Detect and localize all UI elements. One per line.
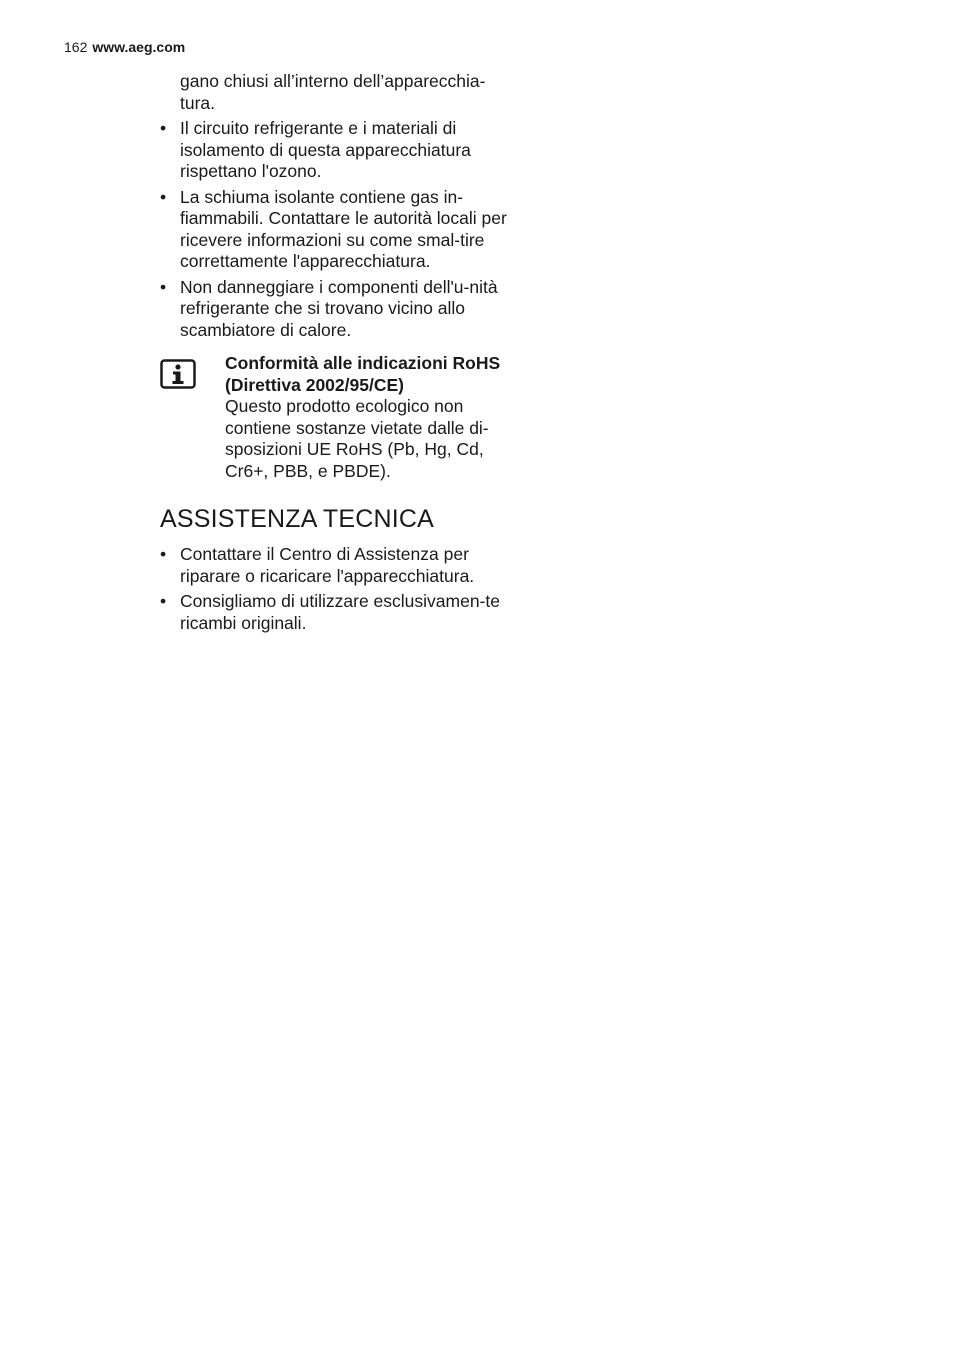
continued-paragraph: gano chiusi all’interno dell’apparecchia-tura. — [180, 71, 486, 113]
list-item — [160, 591, 520, 634]
list-item-text: Non danneggiare i componenti dell'u-nità refrigerante che si trovano vicino allo scambiatore di calore. — [180, 276, 498, 340]
info-icon — [160, 359, 196, 389]
list-item — [160, 277, 520, 342]
bullet-marker: • — [160, 591, 167, 611]
environment-bullet-list — [160, 118, 520, 341]
list-item — [160, 544, 520, 587]
content-column — [160, 71, 520, 634]
bullet-marker: • — [160, 544, 167, 564]
list-item-text: Consigliamo di utilizzare esclusivamen-te ricambi originali. — [180, 591, 500, 633]
service-bullet-list — [160, 544, 520, 634]
page-header — [64, 38, 185, 56]
list-item — [160, 118, 520, 183]
page-number: 162 — [64, 39, 88, 55]
bullet-marker: • — [160, 186, 167, 207]
site-url: www.aeg.com — [92, 39, 186, 55]
bullet-marker: • — [160, 118, 167, 138]
bullet-marker: • — [160, 276, 167, 297]
list-item-text: Il circuito refrigerante e i materiali di isolamento di questa apparecchiatura rispettano l'ozono. — [180, 118, 471, 181]
list-item-text: La schiuma isolante contiene gas in-fiammabili. Contattare le autorità locali per ricevere informazioni su come smal-tire correttamente l'apparecchiatura. — [180, 186, 507, 271]
info-title: Conformità alle indicazioni RoHS (Direttiva 2002/95/CE) — [225, 353, 501, 395]
section-heading: ASSISTENZA TECNICA — [160, 505, 435, 533]
info-text: Questo prodotto ecologico non contiene sostanze vietate dalle di-sposizioni UE RoHS (Pb, Hg, Cd, Cr6+, PBB, e PBDE). — [225, 396, 489, 481]
list-item — [160, 187, 520, 273]
list-item-text: Contattare il Centro di Assistenza per riparare o ricaricare l'apparecchiatura. — [180, 544, 475, 586]
rohs-info-box — [160, 353, 520, 482]
